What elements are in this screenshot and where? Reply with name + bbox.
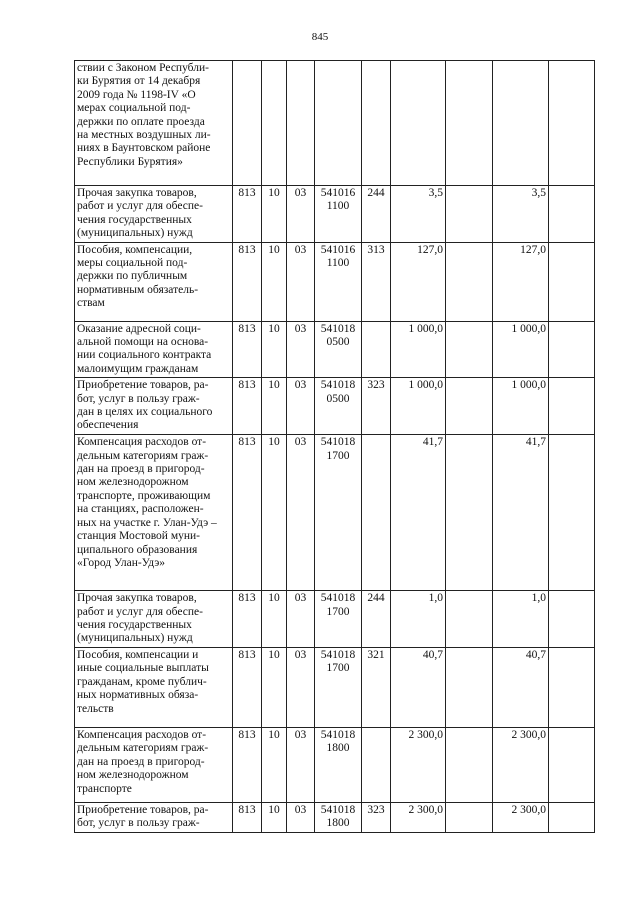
subsection-code-cell: 03 <box>287 378 315 435</box>
item-name-line: (муниципальных) нужд <box>77 227 193 240</box>
table-row <box>75 242 595 321</box>
total-amount-cell: 1,0 <box>391 591 446 648</box>
target-article-part: 541018 <box>320 803 356 816</box>
extra-amount-cell <box>549 727 595 802</box>
item-name-line: мерах социальной под- <box>77 102 191 115</box>
expense-type-cell <box>362 321 391 378</box>
own-amount-cell: 1,0 <box>493 591 549 648</box>
item-name-cell <box>75 802 233 832</box>
target-article-cell <box>315 727 362 802</box>
federal-amount-cell <box>446 435 493 591</box>
item-name-line: дан на проезд в пригород- <box>77 463 205 476</box>
section-code-cell: 10 <box>262 186 287 243</box>
item-name-cell <box>75 591 233 648</box>
target-article-part: 541018 <box>320 379 356 392</box>
total-amount-cell <box>391 61 446 186</box>
ministry-code-cell: 813 <box>233 435 262 591</box>
federal-amount-cell <box>446 591 493 648</box>
item-name-line: транспорте <box>77 782 132 795</box>
target-article-cell <box>315 378 362 435</box>
section-code-cell: 10 <box>262 802 287 832</box>
item-name-line: меры социальной под- <box>77 257 188 270</box>
item-name-line: Пособия, компенсации и <box>77 648 199 661</box>
total-amount-cell: 127,0 <box>391 242 446 321</box>
item-name-line: ниях в Баунтовском районе <box>77 142 211 155</box>
item-name-line: гражданам, кроме публич- <box>77 675 207 688</box>
page-number: 845 <box>311 31 329 43</box>
section-code-cell: 10 <box>262 242 287 321</box>
target-article-part: 1700 <box>326 605 350 618</box>
target-article-part: 1700 <box>326 662 350 675</box>
item-name-cell <box>75 321 233 378</box>
ministry-code-cell <box>233 61 262 186</box>
section-code-cell <box>262 61 287 186</box>
item-name-line: Компенсация расходов от- <box>77 728 207 741</box>
subsection-code-cell: 03 <box>287 727 315 802</box>
item-name-line: дельным категориям граж- <box>77 742 209 755</box>
item-name-line: Приобретение товаров, ра- <box>77 379 209 392</box>
expense-type-cell: 321 <box>362 647 391 727</box>
table-row <box>75 802 595 832</box>
own-amount-cell: 2 300,0 <box>493 802 549 832</box>
target-article-cell <box>315 61 362 186</box>
item-name-cell <box>75 435 233 591</box>
ministry-code-cell: 813 <box>233 378 262 435</box>
item-name-line: работ и услуг для обеспе- <box>77 200 203 213</box>
item-name-line: ном железнодорожном <box>77 476 189 489</box>
ministry-code-cell: 813 <box>233 802 262 832</box>
item-name-cell <box>75 186 233 243</box>
target-article-part: 541018 <box>320 648 356 661</box>
expense-type-cell: 313 <box>362 242 391 321</box>
target-article-cell <box>315 321 362 378</box>
own-amount-cell: 127,0 <box>493 242 549 321</box>
federal-amount-cell <box>446 321 493 378</box>
item-name-cell <box>75 242 233 321</box>
target-article-part: 541018 <box>320 322 356 335</box>
item-name-line: нормативным обязатель- <box>77 283 199 296</box>
item-name-line: малоимущим гражданам <box>77 362 199 375</box>
federal-amount-cell <box>446 727 493 802</box>
expense-type-cell: 244 <box>362 186 391 243</box>
table-row <box>75 321 595 378</box>
own-amount-cell: 41,7 <box>493 435 549 591</box>
ministry-code-cell: 813 <box>233 591 262 648</box>
target-article-cell <box>315 591 362 648</box>
item-name-line: ки Бурятия от 14 декабря <box>77 75 201 88</box>
own-amount-cell: 1 000,0 <box>493 378 549 435</box>
item-name-line: ствам <box>77 297 105 310</box>
item-name-line: ных на участке г. Улан-Удэ – <box>77 516 217 529</box>
item-name-line: чения государственных <box>77 619 192 632</box>
target-article-part: 1100 <box>326 257 350 270</box>
item-name-line: Пособия, компенсации, <box>77 243 193 256</box>
section-code-cell: 10 <box>262 727 287 802</box>
item-name-line: работ и услуг для обеспе- <box>77 605 203 618</box>
total-amount-cell: 2 300,0 <box>391 802 446 832</box>
federal-amount-cell <box>446 61 493 186</box>
item-name-line: Компенсация расходов от- <box>77 436 207 449</box>
total-amount-cell: 2 300,0 <box>391 727 446 802</box>
item-name-line: иные социальные выплаты <box>77 662 209 675</box>
expense-type-cell: 244 <box>362 591 391 648</box>
own-amount-cell: 3,5 <box>493 186 549 243</box>
federal-amount-cell <box>446 242 493 321</box>
item-name-line: альной помощи на основа- <box>77 336 209 349</box>
total-amount-cell: 3,5 <box>391 186 446 243</box>
item-name-line: обеспечения <box>77 419 139 432</box>
ministry-code-cell: 813 <box>233 727 262 802</box>
target-article-part: 541016 <box>320 243 356 256</box>
extra-amount-cell <box>549 378 595 435</box>
item-name-cell <box>75 378 233 435</box>
table-row <box>75 435 595 591</box>
table-row <box>75 378 595 435</box>
item-name-line: чения государственных <box>77 213 192 226</box>
target-article-cell <box>315 242 362 321</box>
item-name-line: Прочая закупка товаров, <box>77 187 197 199</box>
item-name-line: 2009 года № 1198-IV «О <box>77 88 196 101</box>
item-name-line: ствии с Законом Республи- <box>77 62 209 74</box>
section-code-cell: 10 <box>262 321 287 378</box>
extra-amount-cell <box>549 321 595 378</box>
target-article-cell <box>315 647 362 727</box>
item-name-line: Приобретение товаров, ра- <box>77 803 209 816</box>
budget-table <box>74 60 595 833</box>
item-name-cell <box>75 61 233 186</box>
target-article-part: 1100 <box>326 200 350 213</box>
item-name-line: бот, услуг в пользу граж- <box>77 817 200 830</box>
item-name-line: ных нормативных обяза- <box>77 689 199 702</box>
subsection-code-cell: 03 <box>287 802 315 832</box>
subsection-code-cell <box>287 61 315 186</box>
total-amount-cell: 40,7 <box>391 647 446 727</box>
total-amount-cell: 1 000,0 <box>391 321 446 378</box>
federal-amount-cell <box>446 802 493 832</box>
ministry-code-cell: 813 <box>233 321 262 378</box>
ministry-code-cell: 813 <box>233 647 262 727</box>
expense-type-cell <box>362 727 391 802</box>
item-name-line: нии социального контракта <box>77 349 212 362</box>
expense-type-cell: 323 <box>362 802 391 832</box>
subsection-code-cell: 03 <box>287 647 315 727</box>
target-article-cell <box>315 802 362 832</box>
total-amount-cell: 41,7 <box>391 435 446 591</box>
target-article-part: 0500 <box>326 392 350 405</box>
extra-amount-cell <box>549 186 595 243</box>
target-article-part: 1700 <box>326 449 350 462</box>
item-name-line: Республики Бурятия» <box>77 155 183 168</box>
section-code-cell: 10 <box>262 647 287 727</box>
section-code-cell: 10 <box>262 378 287 435</box>
target-article-part: 541016 <box>320 187 356 199</box>
target-article-cell <box>315 435 362 591</box>
item-name-line: станция Мостовой муни- <box>77 530 201 543</box>
total-amount-cell: 1 000,0 <box>391 378 446 435</box>
target-article-part: 1800 <box>326 817 350 830</box>
expense-type-cell <box>362 435 391 591</box>
target-article-part: 541018 <box>320 436 356 449</box>
item-name-line: дан на проезд в пригород- <box>77 755 205 768</box>
expense-type-cell <box>362 61 391 186</box>
subsection-code-cell: 03 <box>287 591 315 648</box>
item-name-line: на местных воздушных ли- <box>77 129 211 142</box>
target-article-cell <box>315 186 362 243</box>
section-code-cell: 10 <box>262 591 287 648</box>
own-amount-cell: 40,7 <box>493 647 549 727</box>
table-row <box>75 727 595 802</box>
table-row <box>75 647 595 727</box>
extra-amount-cell <box>549 242 595 321</box>
ministry-code-cell: 813 <box>233 242 262 321</box>
item-name-line: Оказание адресной соци- <box>77 322 201 335</box>
federal-amount-cell <box>446 647 493 727</box>
ministry-code-cell: 813 <box>233 186 262 243</box>
item-name-line: ном железнодорожном <box>77 769 189 782</box>
section-code-cell: 10 <box>262 435 287 591</box>
subsection-code-cell: 03 <box>287 186 315 243</box>
item-name-line: Прочая закупка товаров, <box>77 592 197 605</box>
target-article-part: 1800 <box>326 742 350 755</box>
item-name-line: дан в целях их социального <box>77 406 213 419</box>
item-name-line: тельств <box>77 702 114 715</box>
subsection-code-cell: 03 <box>287 242 315 321</box>
item-name-line: держки по публичным <box>77 270 188 283</box>
item-name-cell <box>75 647 233 727</box>
target-article-part: 541018 <box>320 592 356 605</box>
item-name-line: бот, услуг в пользу граж- <box>77 392 200 405</box>
table-row <box>75 186 595 243</box>
extra-amount-cell <box>549 435 595 591</box>
expense-type-cell: 323 <box>362 378 391 435</box>
extra-amount-cell <box>549 61 595 186</box>
extra-amount-cell <box>549 802 595 832</box>
item-name-line: транспорте, проживающим <box>77 489 211 502</box>
extra-amount-cell <box>549 591 595 648</box>
extra-amount-cell <box>549 647 595 727</box>
item-name-line: дельным категориям граж- <box>77 449 209 462</box>
target-article-part: 541018 <box>320 728 356 741</box>
own-amount-cell: 2 300,0 <box>493 727 549 802</box>
federal-amount-cell <box>446 378 493 435</box>
item-name-line: держки по оплате проезда <box>77 115 205 128</box>
table-row <box>75 591 595 648</box>
federal-amount-cell <box>446 186 493 243</box>
item-name-cell <box>75 727 233 802</box>
own-amount-cell <box>493 61 549 186</box>
target-article-part: 0500 <box>326 336 350 349</box>
item-name-line: «Город Улан-Удэ» <box>77 556 166 569</box>
subsection-code-cell: 03 <box>287 321 315 378</box>
item-name-line: (муниципальных) нужд <box>77 632 193 645</box>
table-row <box>75 61 595 186</box>
item-name-line: на станциях, расположен- <box>77 503 204 516</box>
own-amount-cell: 1 000,0 <box>493 321 549 378</box>
item-name-line: ципального образования <box>77 543 198 556</box>
subsection-code-cell: 03 <box>287 435 315 591</box>
